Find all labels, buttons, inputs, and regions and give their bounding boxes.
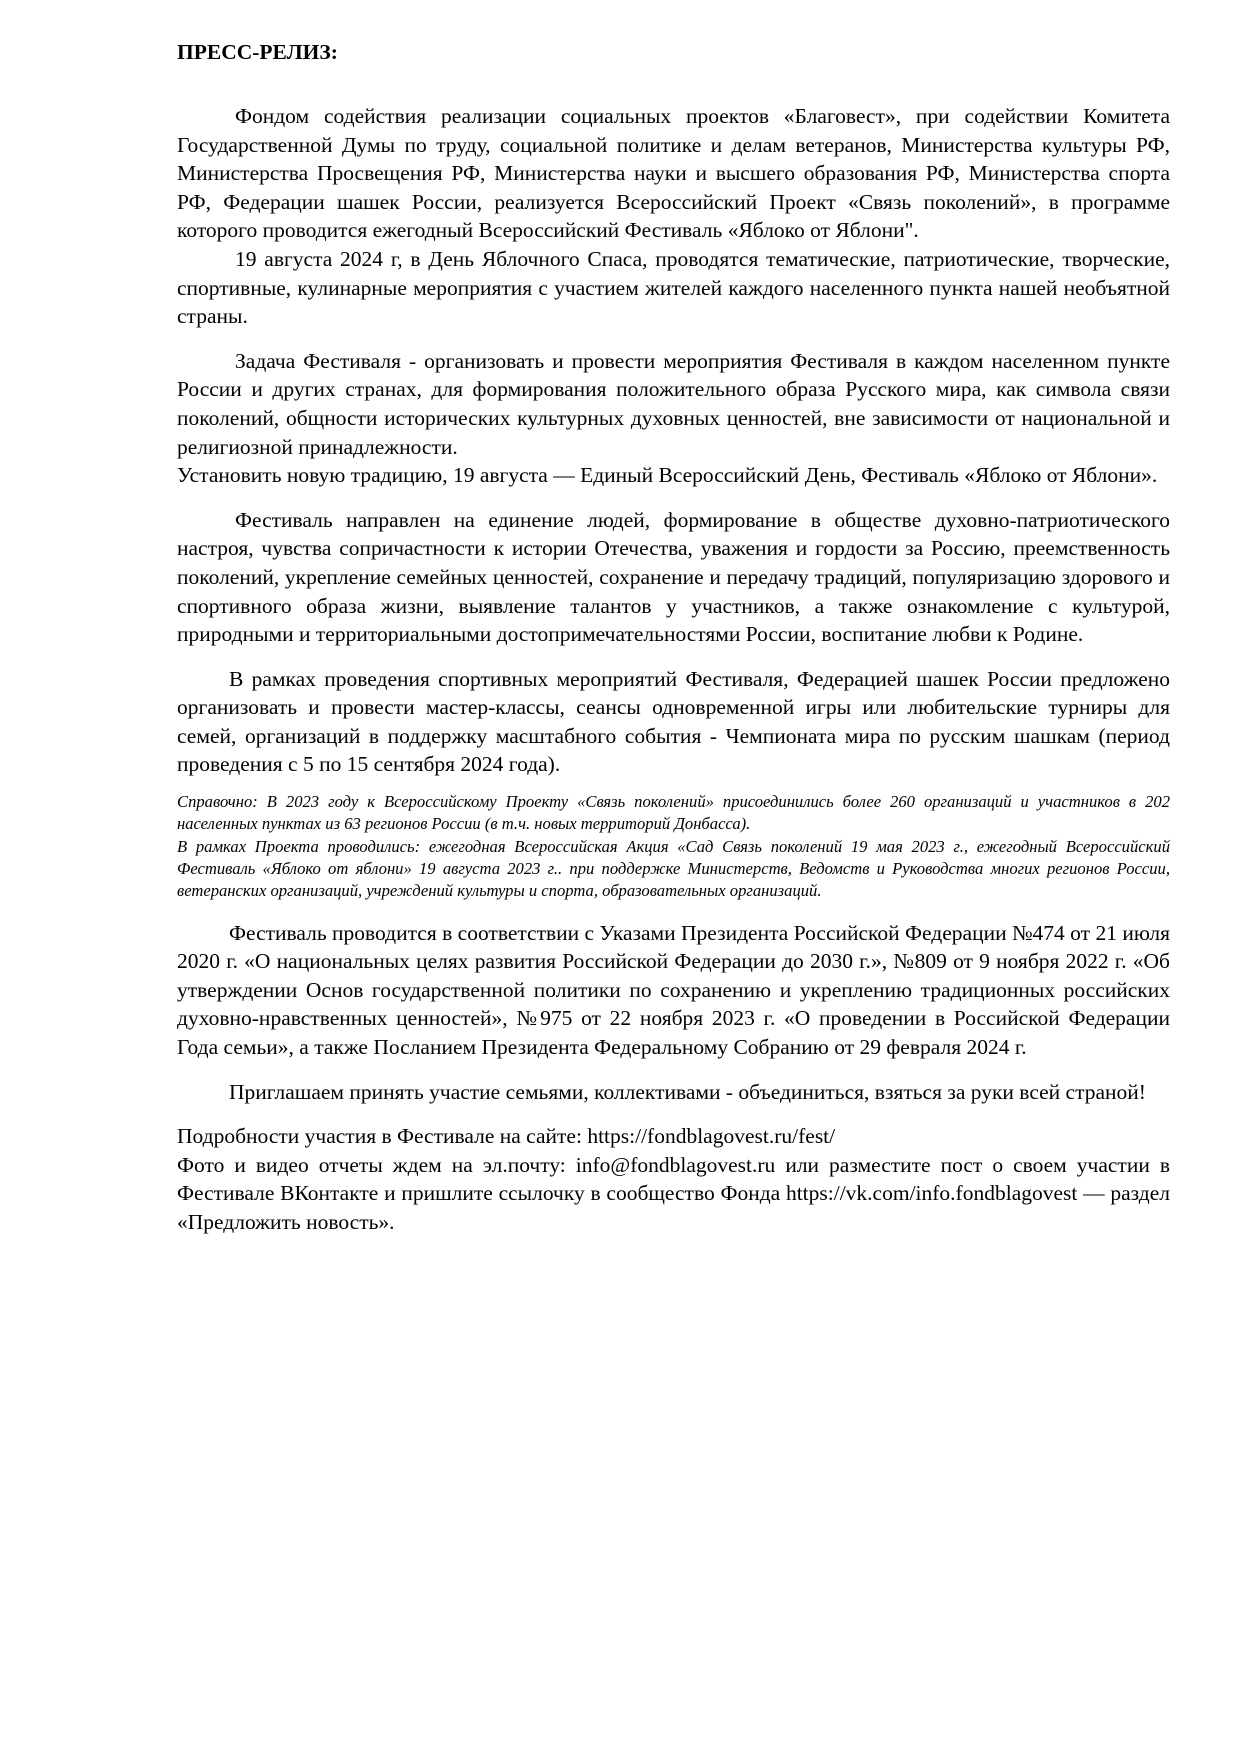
vk-link[interactable]: https://vk.com/info.fondblagovest [785, 1181, 1078, 1206]
email-suffix: или разместите пост о своем участии в Фестивале ВКонтакте и пришлите ссылочку в сообщество Фонда [177, 1152, 1170, 1206]
site-label: Подробности участия в Фестивале на сайте: [177, 1124, 588, 1149]
paragraph-invitation: Приглашаем принять участие семьями, коллективами - объединиться, взяться за руки всей страной! [229, 1079, 1146, 1104]
paragraph-intro: Фондом содействия реализации социальных проектов «Благовест», при содействии Комитета Государственной Думы по труду, социальной политике и делам ветеранов, Министерства культуры РФ, Министерства Просвещения РФ, Министерства науки и высшего образования РФ, Министерства спорта РФ, Федерации шашек России, реализуется Всероссийский Проект «Связь поколений», в программе которого проводится ежегодный Всероссийский Фестиваль «Яблоко от Яблони". [177, 104, 1170, 243]
site-link[interactable]: https://fondblagovest.ru/fest/ [587, 1124, 836, 1149]
paragraph-purpose: Фестиваль направлен на единение людей, формирование в обществе духовно-патриотического настроя, чувства сопричастности к истории Отечества, уважения и гордости за Россию, преемственность поколений, укрепление семейных ценностей, сохранение и передачу традиций, популяризацию здорового и спортивного образа жизни, выявление талантов у участников, а также ознакомление с культурой, природными и территориальными достопримечательностями России, воспитание любви к Родине. [177, 507, 1170, 647]
page-title: ПРЕСС-РЕЛИЗ: [177, 40, 338, 64]
paragraph-decrees: Фестиваль проводится в соответствии с Указами Президента Российской Федерации №474 от 21 июля 2020 г. «О национальных целях развития Российской Федерации до 2030 г.», №809 от 9 ноября 2022 г. «Об утверждении Основ государственной политики по сохранению и укреплению традиционных российских духовно-нравственных ценностей», №975 от 22 ноября 2023 г. «О проведении в Российской Федерации Года семьи», а также Посланием Президента Федеральному Собранию от 29 февраля 2024 г. [177, 920, 1170, 1059]
vk-suffix: — раздел «Предложить новость». [177, 1181, 1170, 1234]
paragraph-tradition: Установить новую традицию, 19 августа — Единый Всероссийский День, Фестиваль «Яблоко от Яблони». [177, 463, 1158, 488]
email-line [177, 1151, 1170, 1237]
reference-note-2023: Справочно: В 2023 году к Всероссийскому Проекту «Связь поколений» присоединились более 260 организаций и участников в 202 населенных пунктах из 63 регионов России (в т.ч. новых территорий Донбасса). [177, 792, 1170, 834]
reference-note [177, 791, 1170, 902]
site-line [177, 1122, 1170, 1151]
paragraph-date: 19 августа 2024 г, в День Яблочного Спаса, проводятся тематические, патриотические, творческие, спортивные, кулинарные мероприятия с участием жителей каждого населенного пункта нашей необъятной страны. [177, 246, 1170, 329]
contacts-block [177, 1122, 1170, 1236]
press-release-page [177, 38, 1170, 1236]
paragraph-checkers: В рамках проведения спортивных мероприятий Фестиваля, Федерацией шашек России предложено организовать и провести мастер-классы, сеансы одновременной игры или любительские турниры для семей, организаций в поддержку масштабного события - Чемпионата мира по русским шашкам (период проведения с 5 по 15 сентября 2024 года). [177, 666, 1170, 777]
email-link[interactable]: info@fondblagovest.ru [575, 1152, 776, 1177]
paragraph-goal: Задача Фестиваля - организовать и провести мероприятия Фестиваля в каждом населенном пункте России и других странах, для формирования положительного образа Русского мира, как символа связи поколений, общности исторических культурных духовных ценностей, вне зависимости от национальной и религиозной принадлежности. [177, 348, 1170, 459]
reference-note-events: В рамках Проекта проводились: ежегодная Всероссийская Акция «Сад Связь поколений 19 мая 2023 г., ежегодный Всероссийский Фестиваль «Яблоко от яблони» 19 августа 2023 г.. при поддержке Министерств, Ведомств и Руководства многих регионов России, ветеранских организаций, учреждений культуры и спорта, образовательных организаций. [177, 836, 1170, 901]
email-prefix: Фото и видео отчеты ждем на эл.почту: [177, 1152, 576, 1177]
